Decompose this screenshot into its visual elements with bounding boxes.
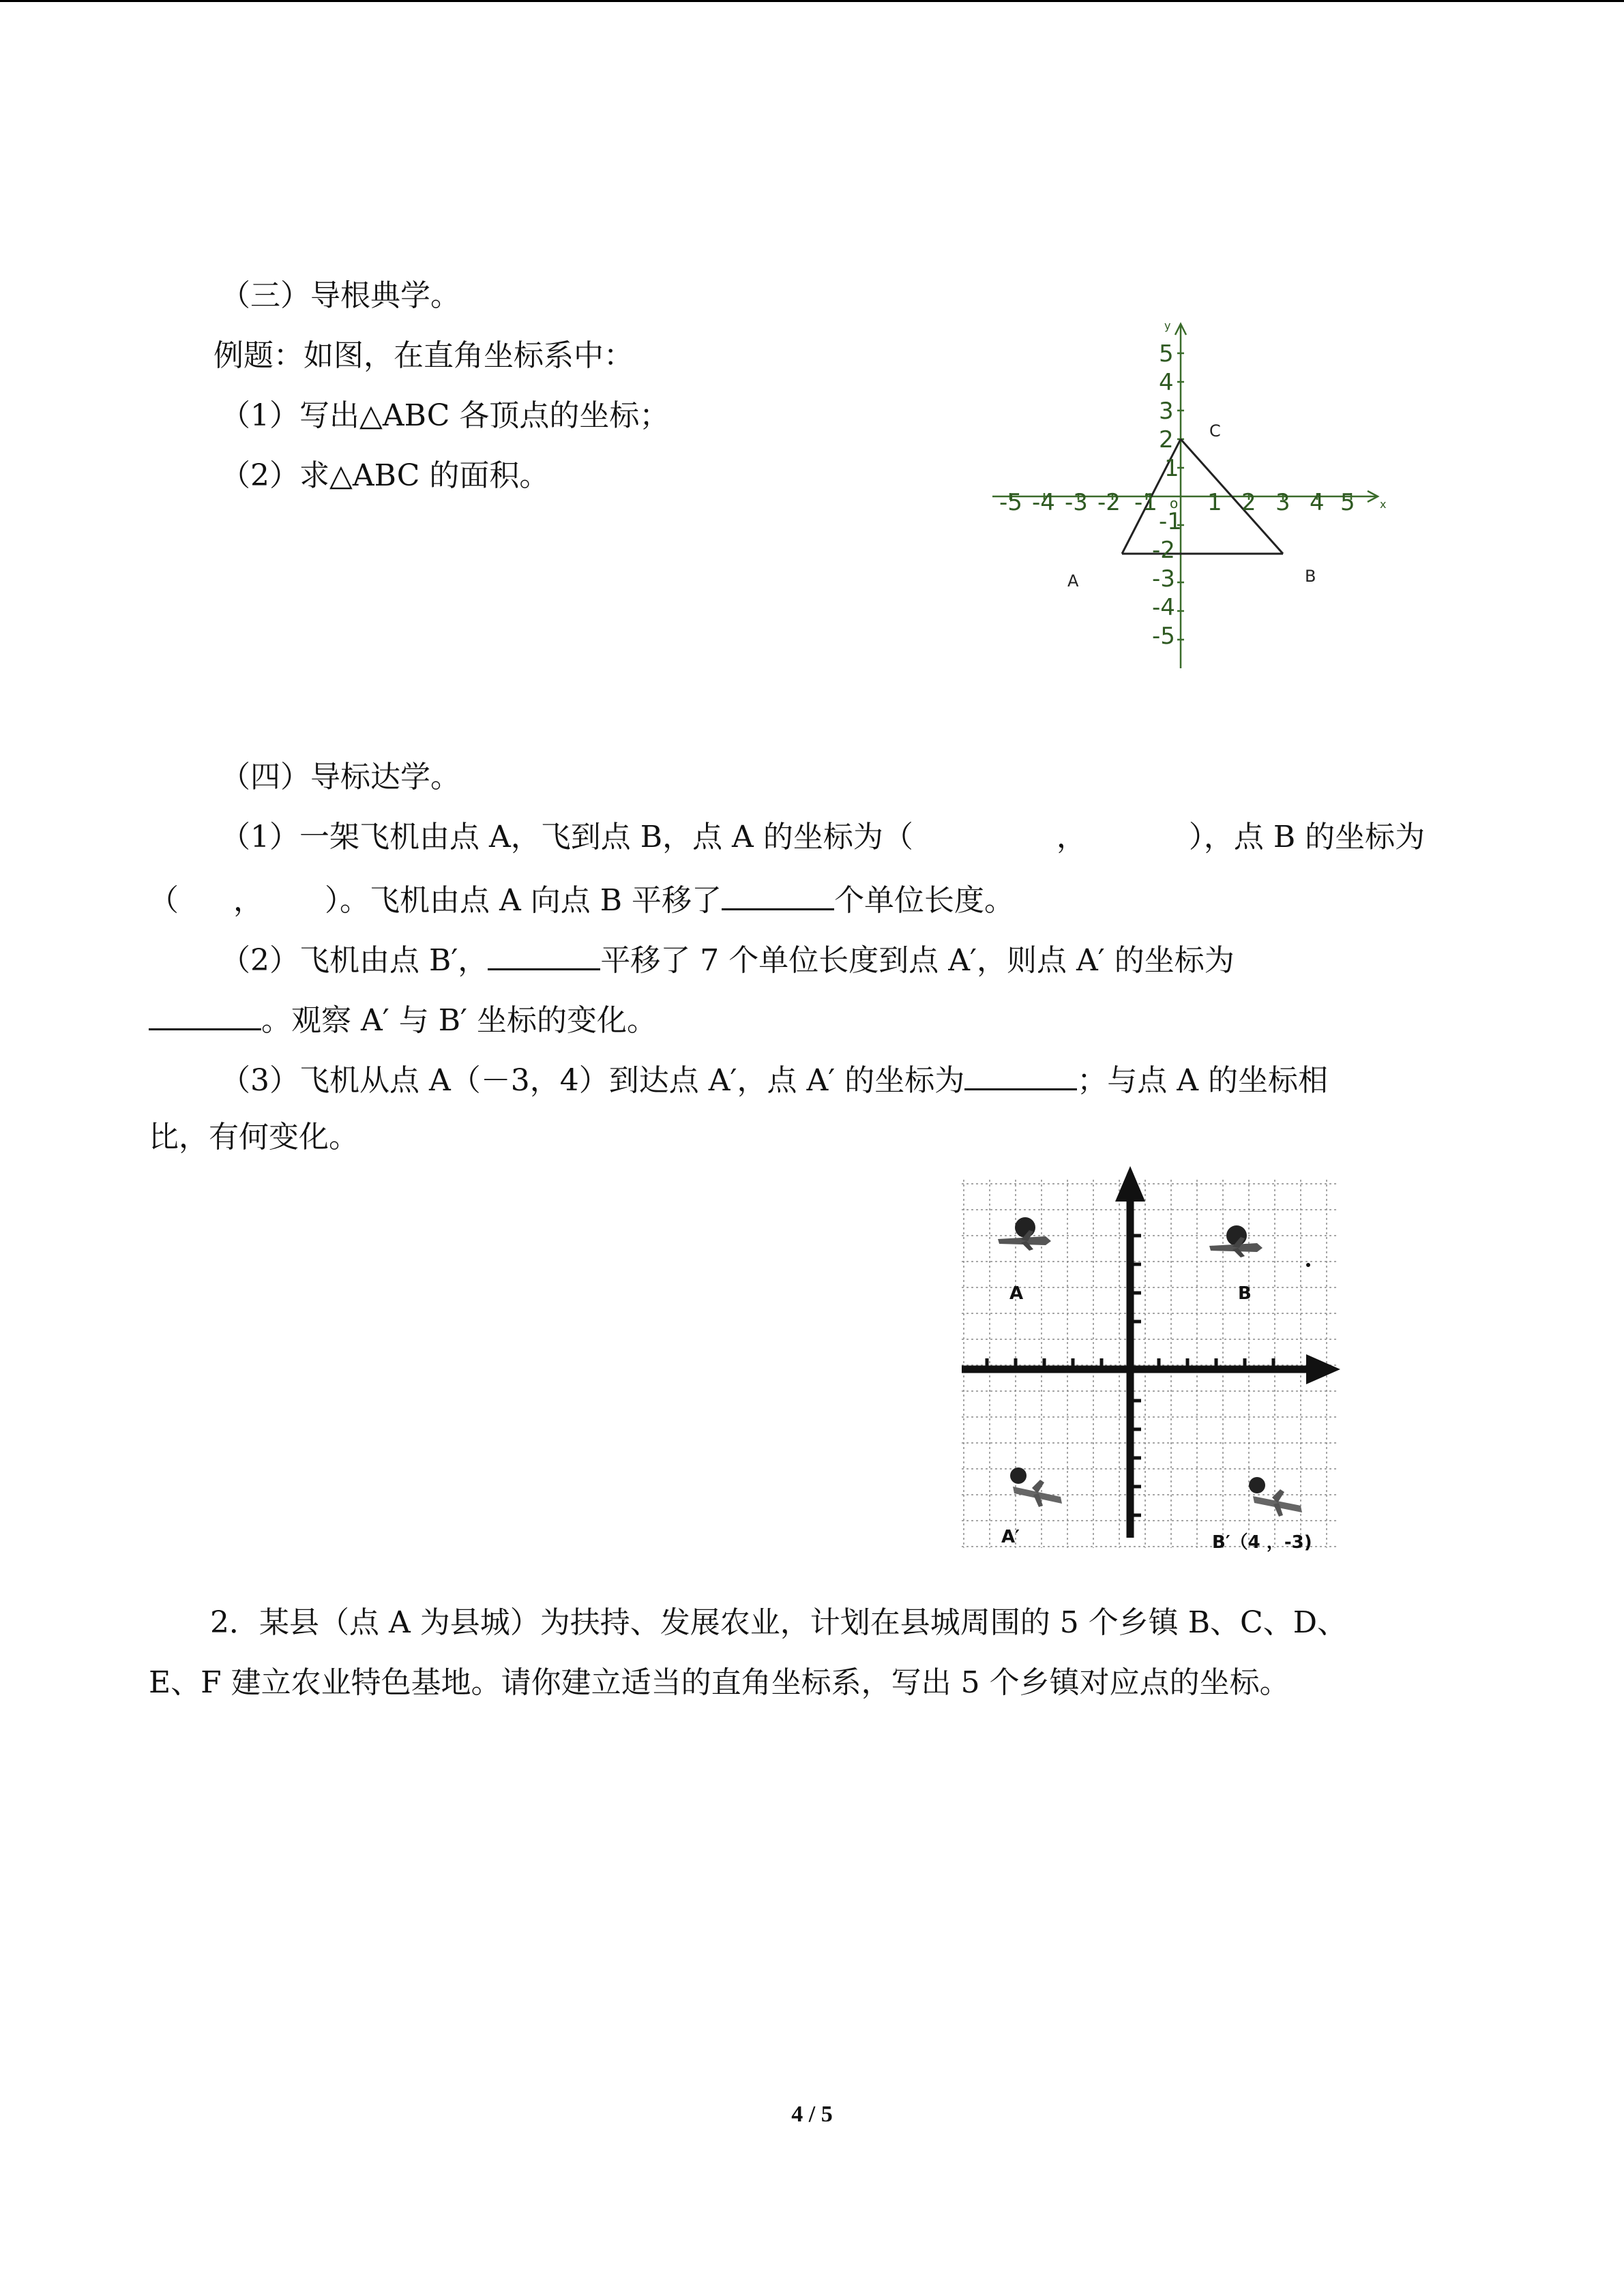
plane-A-label: A xyxy=(1009,1283,1024,1304)
point-B-label: B xyxy=(1305,567,1316,586)
y-tick-label: 3 xyxy=(1159,398,1174,425)
x-tick-label: 2 xyxy=(1241,489,1256,516)
y-tick-label: -3 xyxy=(1152,565,1175,593)
triangle-coordinate-graph xyxy=(986,310,1395,679)
plane-A-prime-label: A′ xyxy=(1001,1527,1020,1547)
airplane-B-prime-icon xyxy=(1249,1477,1302,1517)
x-tick-label: -1 xyxy=(1134,489,1157,516)
plane-B-label: B xyxy=(1238,1283,1252,1304)
x-tick-label: -5 xyxy=(999,489,1022,516)
question-2-line-2: 。观察 A′ 与 B′ 坐标的变化。 xyxy=(149,997,657,1041)
point-C-label: C xyxy=(1209,421,1221,441)
graph1-origin-label: o xyxy=(1170,495,1179,511)
question-1-line-2: （ ， ）。飞机由点 A 向点 B 平移了 个单位长度。 xyxy=(149,877,1014,921)
y-tick-label: 2 xyxy=(1159,426,1174,453)
x-tick-label: 1 xyxy=(1207,489,1222,516)
graph2-x-arrow xyxy=(1306,1354,1340,1384)
answer-blank-units[interactable] xyxy=(722,877,834,910)
answer-blank-direction[interactable] xyxy=(488,937,600,970)
airplane-grid-graph xyxy=(958,1159,1361,1565)
section4-heading: （四）导标达学。 xyxy=(220,760,460,794)
graph1-y-axis-label: y xyxy=(1164,319,1171,332)
y-tick-label: -5 xyxy=(1152,623,1175,650)
question-3-line-2: 比，有何变化。 xyxy=(149,1120,359,1154)
y-tick-label: -4 xyxy=(1152,594,1175,621)
x-tick-label: -2 xyxy=(1097,489,1121,516)
page-number: 4 / 5 xyxy=(791,2102,833,2127)
x-tick-label: 4 xyxy=(1310,489,1325,516)
plane-B-prime-label: B′（4 ，-3) xyxy=(1212,1532,1312,1553)
graph2-dot xyxy=(1306,1263,1310,1267)
problem-2-line-1: 2．某县（点 A 为县城）为扶持、发展农业，计划在县城周围的 5 个乡镇 B、C、D、 xyxy=(210,1605,1347,1640)
example-intro: 例题：如图，在直角坐标系中： xyxy=(213,338,634,373)
x-tick-label: -4 xyxy=(1032,489,1055,516)
airplane-A-prime-icon xyxy=(1010,1467,1062,1507)
graph1-x-axis-label: x xyxy=(1380,498,1387,511)
y-tick-label: 1 xyxy=(1164,455,1179,482)
x-tick-label: 5 xyxy=(1340,489,1355,516)
section3-heading: （三）导根典学。 xyxy=(220,278,460,313)
airplane-B-icon xyxy=(1209,1225,1263,1257)
question-2-line-1: （2）飞机由点 B′， 平移了 7 个单位长度到点 A′，则点 A′ 的坐标为 xyxy=(220,937,1235,981)
x-tick-label: -3 xyxy=(1065,489,1088,516)
problem-2-line-2: E、F 建立农业特色基地。请你建立适当的直角坐标系，写出 5 个乡镇对应点的坐标。 xyxy=(149,1665,1290,1700)
example-question-2: （2）求△ABC 的面积。 xyxy=(220,458,550,493)
question-1-line-1: （1）一架飞机由点 A，飞到点 B，点 A 的坐标为（ ， ），点 B 的坐标为 xyxy=(220,820,1426,854)
page-top-border xyxy=(0,0,1624,2)
y-tick-label: -2 xyxy=(1152,537,1175,564)
airplane-A-icon xyxy=(998,1217,1051,1251)
y-tick-label: 4 xyxy=(1159,369,1174,396)
answer-blank-A-prime[interactable] xyxy=(149,997,261,1030)
answer-blank-A-prime-2[interactable] xyxy=(964,1057,1077,1090)
example-question-1: （1）写出△ABC 各顶点的坐标； xyxy=(220,398,670,433)
y-tick-label: -1 xyxy=(1159,508,1182,535)
question-3-line-1: （3）飞机从点 A（－3，4）到达点 A′，点 A′ 的坐标为 ；与点 A 的坐标相 xyxy=(220,1057,1328,1101)
x-tick-label: 3 xyxy=(1275,489,1290,516)
y-tick-label: 5 xyxy=(1159,340,1174,368)
point-A-label: A xyxy=(1067,571,1079,591)
